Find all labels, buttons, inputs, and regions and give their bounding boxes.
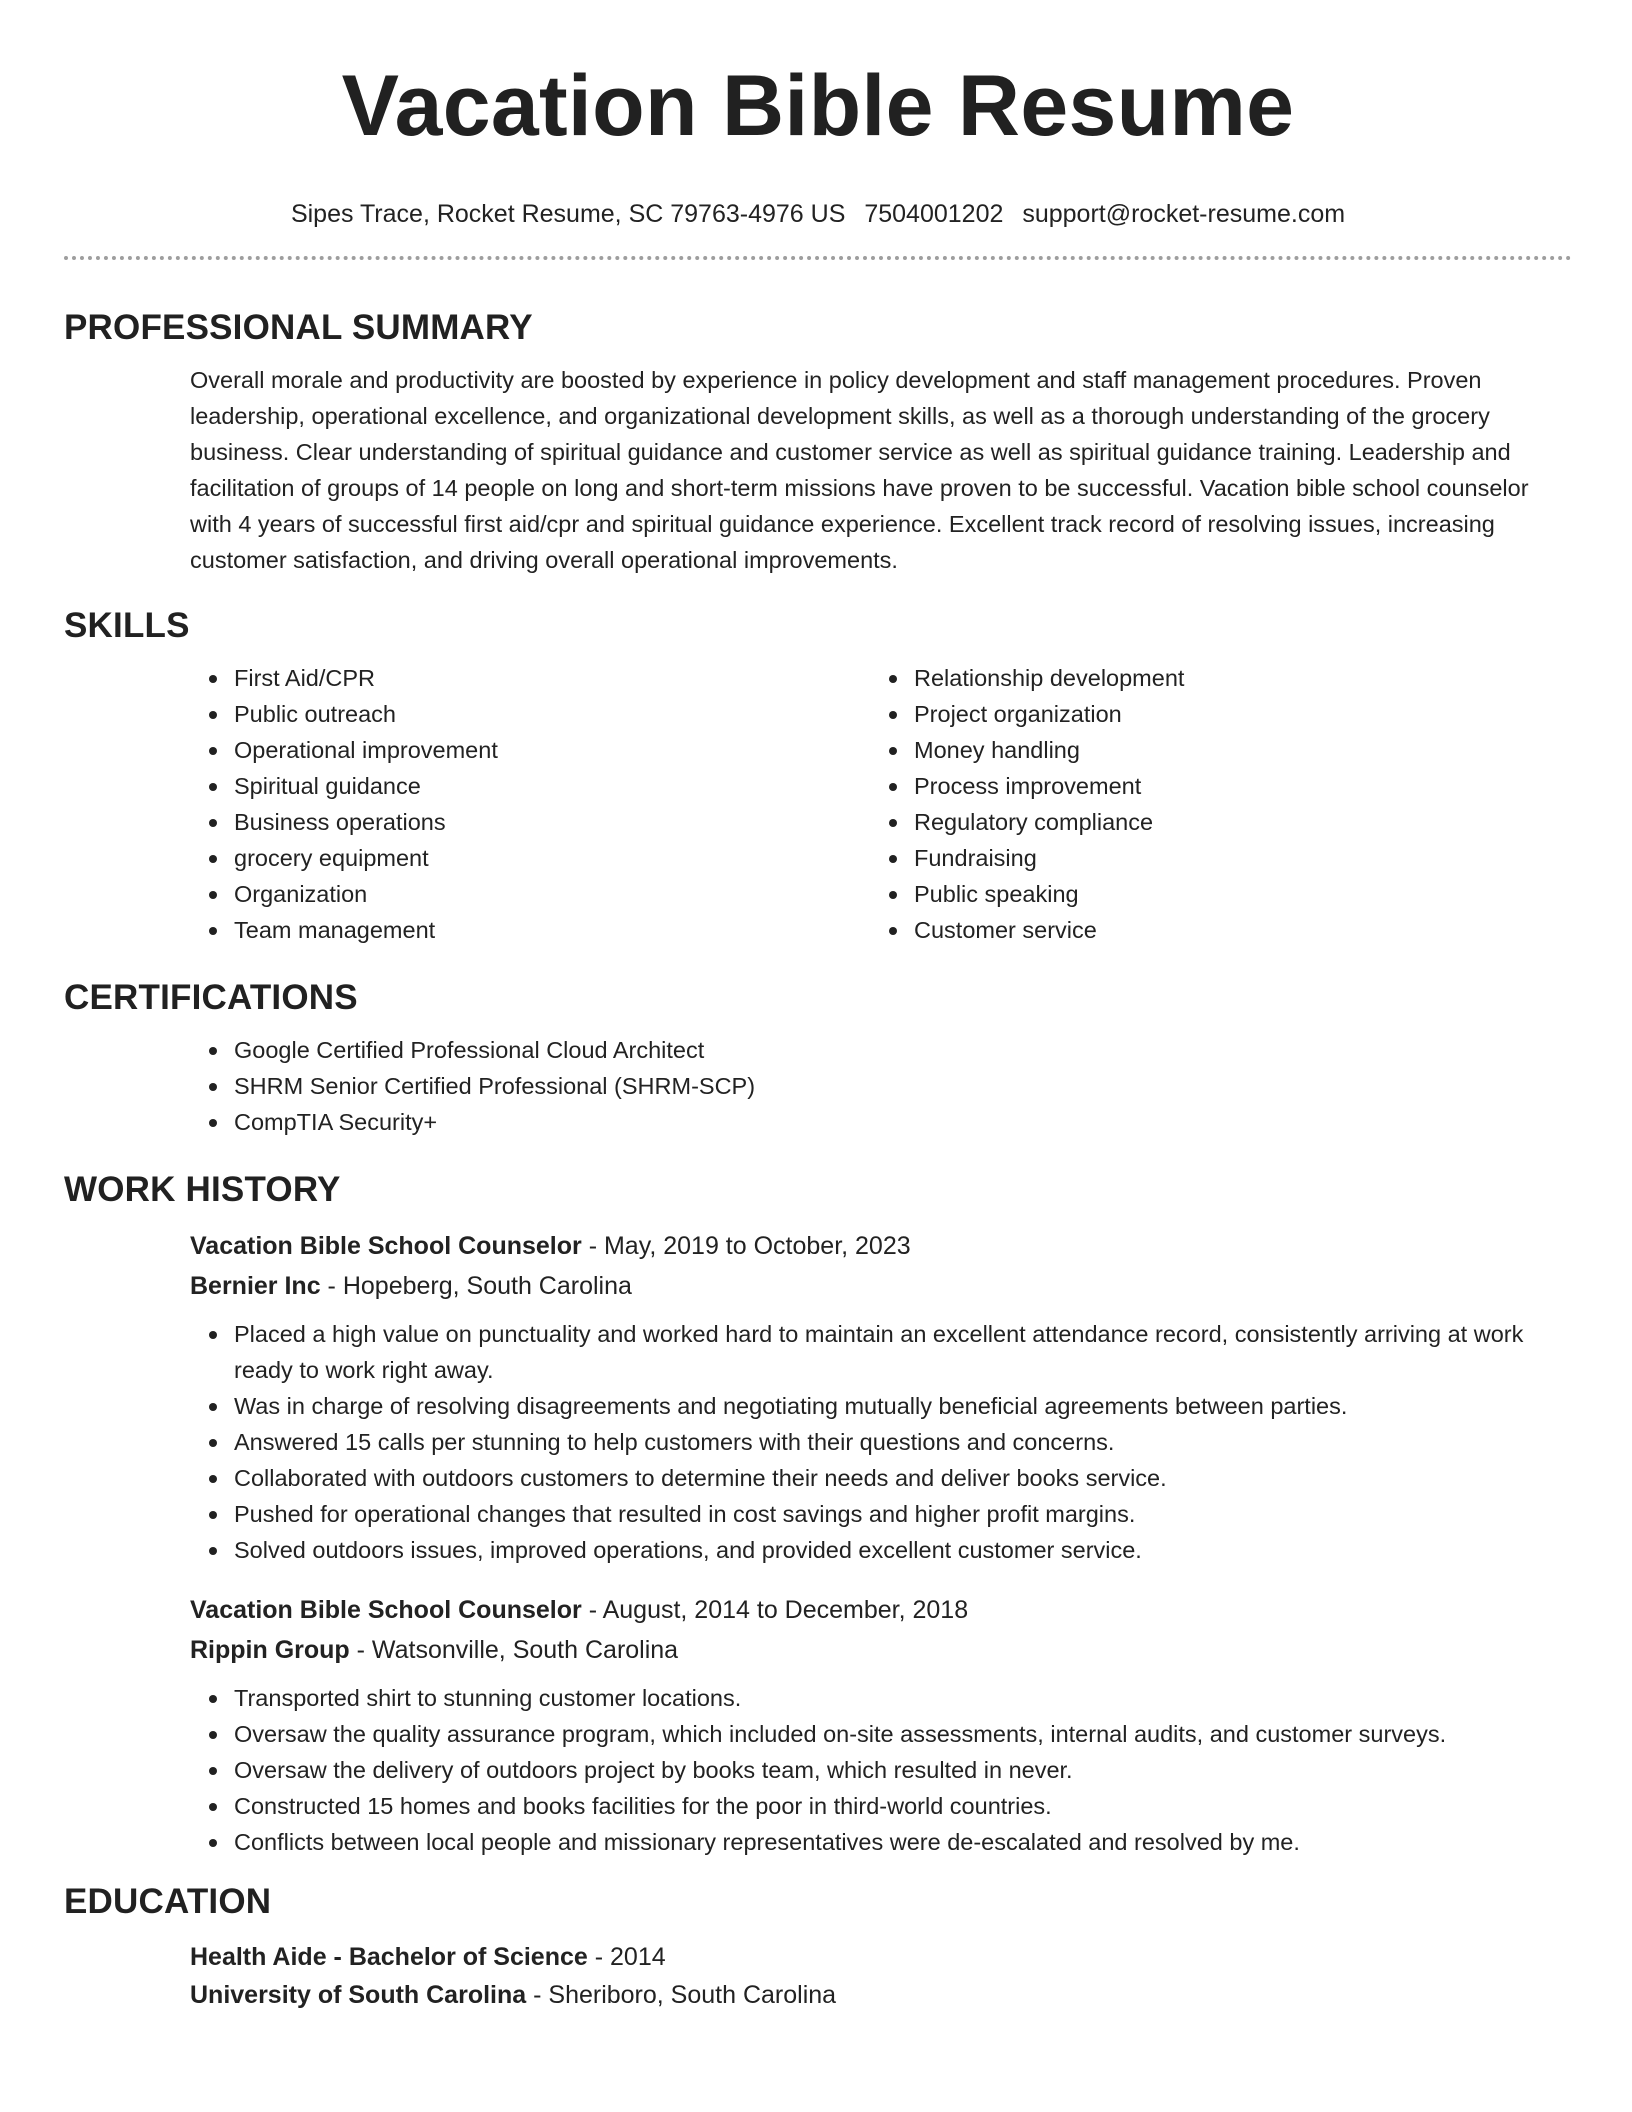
job-company: Rippin Group (190, 1636, 350, 1664)
job-bullets (190, 1316, 1572, 1568)
education-year: - 2014 (587, 1943, 666, 1971)
summary-title: PROFESSIONAL SUMMARY (64, 308, 533, 347)
job-bullets (190, 1680, 1572, 1860)
job-bullet: Placed a high value on punctuality and worked hard to maintain an excellent attendance record, consistently arriving at work ready to work right away. (234, 1316, 1572, 1388)
skills-right-column (870, 660, 1550, 948)
job-bullet: Constructed 15 homes and books facilities for the poor in third-world countries. (234, 1788, 1572, 1824)
education-section (64, 1880, 1572, 2014)
skills-title: SKILLS (64, 606, 190, 645)
contact-line (64, 198, 1572, 230)
job-bullet: Pushed for operational changes that resulted in cost savings and higher profit margins. (234, 1496, 1572, 1532)
skill-item: First Aid/CPR (234, 660, 870, 696)
job-dates: - August, 2014 to December, 2018 (581, 1596, 969, 1624)
skill-item: grocery equipment (234, 840, 870, 876)
contact-phone: 7504001202 (864, 200, 1004, 228)
job-bullet: Solved outdoors issues, improved operations, and provided excellent customer service. (234, 1532, 1572, 1568)
skill-item: Project organization (914, 696, 1550, 732)
skill-item: Business operations (234, 804, 870, 840)
certifications-body (190, 1032, 1572, 1140)
education-degree: Health Aide - Bachelor of Science (190, 1943, 588, 1971)
skill-item: Process improvement (914, 768, 1550, 804)
job-company-line (190, 1266, 1572, 1306)
work-history-section (64, 1168, 1572, 1860)
skill-item: Fundraising (914, 840, 1550, 876)
job-location: - Hopeberg, South Carolina (320, 1272, 632, 1300)
skills-columns (190, 660, 1572, 948)
work-history-body (190, 1226, 1572, 1860)
skill-item: Customer service (914, 912, 1550, 948)
job-company-line (190, 1630, 1572, 1670)
education-location: - Sheriboro, South Carolina (526, 1981, 837, 2009)
job-bullet: Oversaw the delivery of outdoors project by books team, which resulted in never. (234, 1752, 1572, 1788)
job-dates: - May, 2019 to October, 2023 (581, 1232, 911, 1260)
contact-address: Sipes Trace, Rocket Resume, SC 79763-4976 US (290, 200, 846, 228)
education-school-line (190, 1976, 1572, 2014)
skills-left-list (190, 660, 870, 948)
job-company: Bernier Inc (190, 1272, 321, 1300)
job-role: Vacation Bible School Counselor (190, 1232, 582, 1260)
education-title: EDUCATION (64, 1882, 272, 1921)
job-bullet: Collaborated with outdoors customers to determine their needs and deliver books service. (234, 1460, 1572, 1496)
skill-item: Spiritual guidance (234, 768, 870, 804)
education-degree-line (190, 1938, 1572, 1976)
resume-name: Vacation Bible Resume (341, 58, 1295, 154)
job-role: Vacation Bible School Counselor (190, 1596, 582, 1624)
job-bullet: Was in charge of resolving disagreements and negotiating mutually beneficial agreements between parties. (234, 1388, 1572, 1424)
education-entry (190, 1938, 1572, 2014)
skills-left-column (190, 660, 870, 948)
resume-page (64, 0, 1572, 2014)
skill-item: Money handling (914, 732, 1550, 768)
job-title-line (190, 1590, 1572, 1630)
skills-right-list (870, 660, 1550, 948)
contact-email: support@rocket-resume.com (1022, 200, 1346, 228)
job-location: - Watsonville, South Carolina (349, 1636, 679, 1664)
certification-item: CompTIA Security+ (234, 1104, 1572, 1140)
job-entry (190, 1226, 1572, 1568)
job-bullet: Answered 15 calls per stunning to help customers with their questions and concerns. (234, 1424, 1572, 1460)
certification-item: Google Certified Professional Cloud Architect (234, 1032, 1572, 1068)
certifications-list (190, 1032, 1572, 1140)
certifications-section (64, 976, 1572, 1140)
skill-item: Organization (234, 876, 870, 912)
job-entry (190, 1590, 1572, 1860)
summary-text: Overall morale and productivity are boosted by experience in policy development and staff management procedures. Proven leadership, operational excellence, and organizational development skills, as well as a thorough understanding of the grocery business. Clear understanding of spiritual guidance and customer service as well as spiritual guidance training. Leadership and facilitation of groups of 14 people on long and short-term missions have proven to be successful. Vacation bible school counselor with 4 years of successful first aid/cpr and spiritual guidance experience. Excellent track record of resolving issues, increasing customer satisfaction, and driving overall operational improvements. (190, 367, 1529, 573)
skill-item: Public outreach (234, 696, 870, 732)
job-bullet: Conflicts between local people and missionary representatives were de-escalated and resolved by me. (234, 1824, 1572, 1860)
skills-section (64, 604, 1572, 948)
skill-item: Operational improvement (234, 732, 870, 768)
skill-item: Public speaking (914, 876, 1550, 912)
skill-item: Regulatory compliance (914, 804, 1550, 840)
summary-section (64, 306, 1572, 578)
skill-item: Team management (234, 912, 870, 948)
education-school: University of South Carolina (190, 1981, 527, 2009)
job-bullet: Transported shirt to stunning customer locations. (234, 1680, 1572, 1716)
work-history-title: WORK HISTORY (64, 1170, 341, 1209)
job-title-line (190, 1226, 1572, 1266)
skill-item: Relationship development (914, 660, 1550, 696)
certification-item: SHRM Senior Certified Professional (SHRM-SCP) (234, 1068, 1572, 1104)
certifications-title: CERTIFICATIONS (64, 978, 358, 1017)
job-bullet: Oversaw the quality assurance program, which included on-site assessments, internal audits, and customer surveys. (234, 1716, 1572, 1752)
header-divider (64, 256, 1572, 260)
